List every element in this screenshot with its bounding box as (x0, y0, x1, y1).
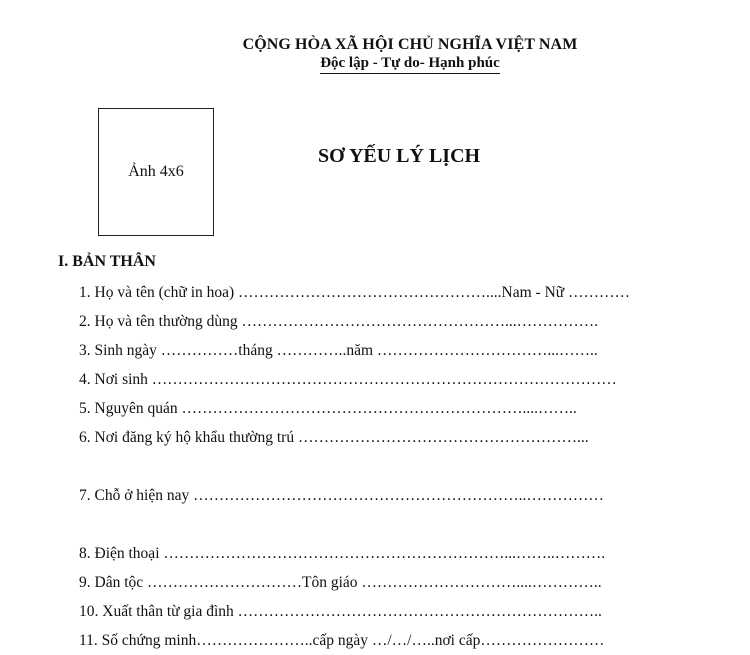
section-heading: I. BẢN THÂN (58, 253, 156, 270)
document-header (0, 36, 750, 74)
field-common-name: 2. Họ và tên thường dùng ……………………………………………...……………. (79, 313, 599, 330)
field-id-card: 11. Số chứng minh…………………..cấp ngày …/…/…..nơi cấp…………………… (79, 632, 605, 649)
field-phone: 8. Điện thoại …………………………………………………………...……..………. (79, 545, 606, 562)
photo-placeholder (98, 108, 214, 236)
national-motto: Độc lập - Tự do- Hạnh phúc (320, 55, 500, 74)
field-hometown: 5. Nguyên quán …………………………………………………………....…….. (79, 400, 577, 417)
nation-name: CỘNG HÒA XÃ HỘI CHỦ NGHĨA VIỆT NAM (242, 36, 578, 53)
photo-label: Ảnh 4x6 (128, 163, 184, 180)
document-title: SƠ YẾU LÝ LỊCH (318, 145, 481, 167)
field-full-name: 1. Họ và tên (chữ in hoa) …………………………………………....Nam - Nữ ………… (79, 284, 631, 301)
field-ethnicity-religion: 9. Dân tộc …………………………Tôn giáo …………………………....………….. (79, 574, 602, 591)
field-permanent-residence: 6. Nơi đăng ký hộ khẩu thường trú ………………………………………………... (79, 429, 589, 446)
field-current-address: 7. Chỗ ở hiện nay ………………………………………………………..…………… (79, 487, 604, 504)
field-family-background: 10. Xuất thân từ gia đình …………………………………………………………….. (79, 603, 602, 620)
field-birth-date: 3. Sinh ngày ……………tháng …………..năm ……………………………...…….. (79, 342, 598, 359)
field-birthplace: 4. Nơi sinh ……………………………………………………………………………… (79, 371, 617, 388)
